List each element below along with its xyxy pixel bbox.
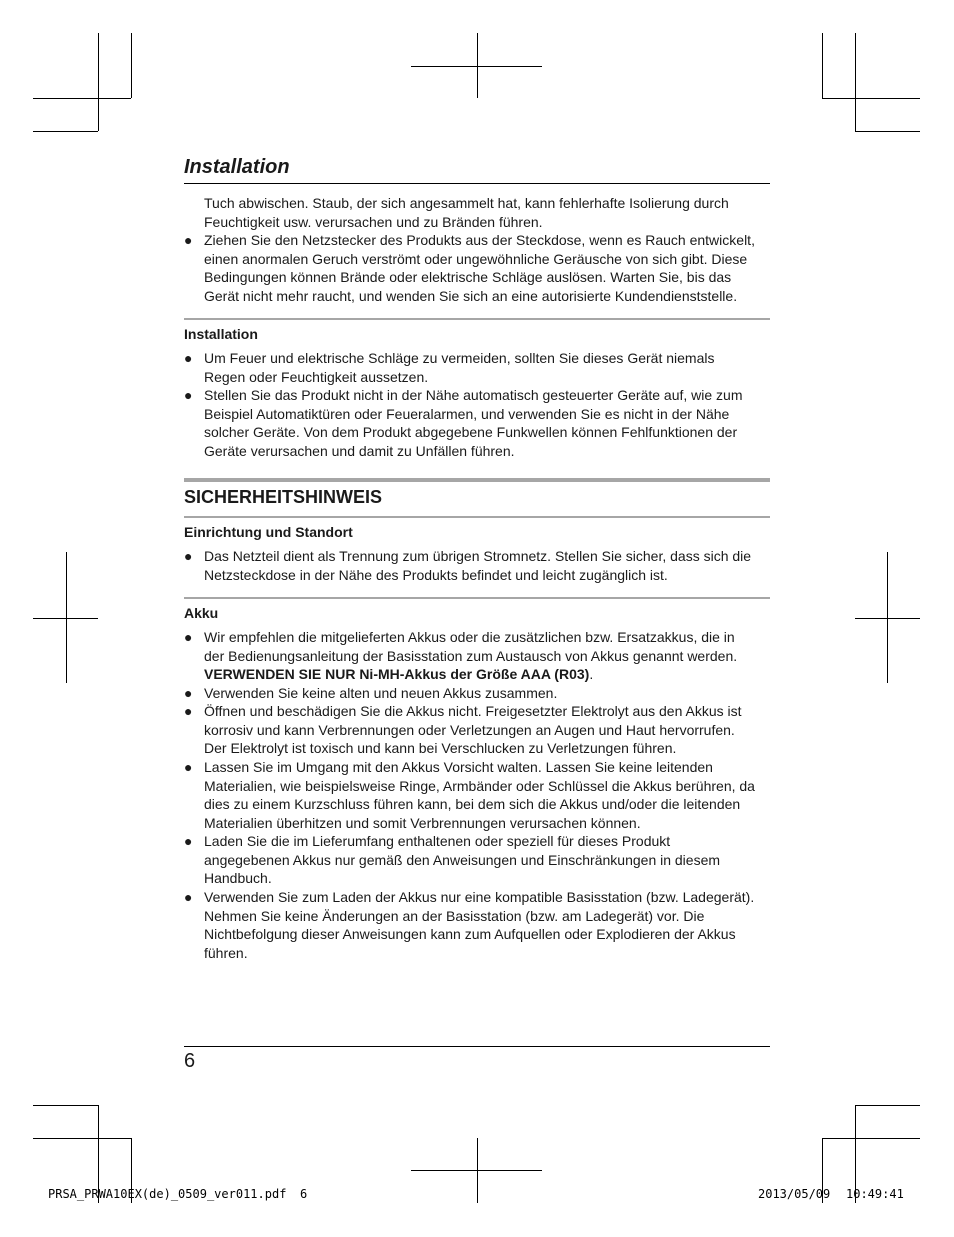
text-line: Regen oder Feuchtigkeit aussetzen.	[204, 368, 429, 385]
text-line: Verwenden Sie zum Laden der Akkus nur eine kompatible Basisstation (bzw. Ladegerät).	[204, 889, 755, 905]
bullet-icon: ●	[184, 387, 193, 403]
section-divider	[184, 597, 770, 599]
bullet-icon: ●	[184, 350, 193, 366]
text-line: Netzsteckdose in der Nähe des Produkts befindet und leicht zugänglich ist.	[204, 566, 668, 583]
bullet-icon: ●	[184, 759, 193, 775]
crop-mark	[33, 1138, 131, 1139]
punctuation: .	[589, 666, 594, 683]
crop-mark	[855, 618, 920, 619]
print-file-name: PRSA_PRWA10EX(de)_0509_ver011.pdf	[48, 1187, 287, 1201]
print-file-page: 6	[300, 1187, 308, 1201]
text-line: Stellen Sie das Produkt nicht in der Nähe automatisch gesteuerter Geräte auf, wie zum	[204, 387, 743, 403]
text-line: einen anormalen Geruch verströmt oder ungewöhnliche Geräusche von sich gibt. Diese	[204, 250, 748, 267]
bullet-icon: ●	[184, 629, 193, 645]
list-item	[184, 888, 770, 962]
page-number: 6	[184, 1050, 196, 1072]
text-line: Wir empfehlen die mitgelieferten Akkus oder die zusätzlichen bzw. Ersatzakkus, die in	[204, 629, 735, 645]
text-line: Geräte verursachen und damit zu Unfällen führen.	[204, 442, 515, 459]
text-line: Materialien überhitzen und somit Verbrennungen verursachen können.	[204, 814, 641, 831]
text-line: Laden Sie die im Lieferumfang enthaltenen oder speziell für dieses Produkt	[204, 833, 671, 849]
list-item	[184, 547, 770, 584]
setup-heading: Einrichtung und Standort	[184, 524, 353, 540]
bullet-icon: ●	[184, 685, 193, 701]
text-line: der Bedienungsanleitung der Basisstation zum Austausch von Akkus genannt werden.	[204, 647, 738, 664]
text-line: Um Feuer und elektrische Schläge zu vermeiden, sollten Sie dieses Gerät niemals	[204, 350, 715, 366]
crop-mark	[822, 33, 823, 98]
text-line: Ziehen Sie den Netzstecker des Produkts aus der Steckdose, wenn es Rauch entwickelt,	[204, 232, 755, 248]
crop-mark	[33, 1105, 98, 1106]
text-line: angegebenen Akkus nur gemäß den Anweisungen und Einschränkungen in diesem	[204, 851, 721, 868]
section-divider	[184, 516, 770, 518]
text-line: Beispiel Automatiktüren oder Feueralarmen, und verwenden Sie es nicht in der Nähe	[204, 405, 730, 422]
crop-mark	[822, 98, 920, 99]
text-line: Feuchtigkeit usw. verursachen und zu Bränden führen.	[204, 213, 543, 230]
bullet-icon: ●	[184, 833, 193, 849]
text-line: führen.	[204, 944, 248, 961]
list-item	[184, 684, 770, 703]
crop-mark	[855, 33, 856, 131]
bullet-icon: ●	[184, 703, 193, 719]
print-date: 2013/05/09	[758, 1187, 831, 1201]
list-item	[184, 386, 770, 460]
text-line: Handbuch.	[204, 870, 272, 887]
text-line: Tuch abwischen. Staub, der sich angesammelt hat, kann fehlerhafte Isolierung durch	[204, 195, 729, 211]
print-time: 10:49:41	[846, 1187, 904, 1201]
list-item	[184, 832, 770, 888]
text-line: Bedingungen können Brände oder elektrische Schläge auslösen. Warten Sie, bis das	[204, 269, 732, 286]
crop-mark	[855, 131, 920, 132]
list-item	[184, 702, 770, 758]
crop-mark	[477, 1138, 478, 1203]
text-line: solcher Geräte. Von dem Produkt abgegebene Funkwellen können Fehlfunktionen der	[204, 424, 738, 441]
intro-paragraph	[204, 194, 770, 231]
bullet-icon: ●	[184, 548, 193, 564]
section-title: SICHERHEITSHINWEIS	[184, 487, 383, 507]
text-line: Nichtbefolgung dieser Anweisungen kann zum Aufquellen oder Explodieren der Akkus	[204, 926, 736, 943]
crop-mark	[855, 1105, 920, 1106]
list-item	[184, 231, 770, 305]
list-item	[184, 628, 770, 684]
crop-mark	[822, 1138, 920, 1139]
crop-mark	[98, 33, 99, 131]
list-item	[184, 349, 770, 386]
section-divider	[184, 478, 770, 482]
text-line: Das Netzteil dient als Trennung zum übrigen Stromnetz. Stellen Sie sicher, dass sich die	[204, 548, 752, 564]
battery-warning: VERWENDEN SIE NUR Ni-MH-Akkus der Größe AAA (R03)	[204, 666, 590, 683]
text-line	[204, 665, 770, 684]
page-header	[184, 155, 770, 179]
crop-mark	[33, 618, 98, 619]
text-line: Gerät nicht mehr raucht, und wenden Sie sich an eine autorisierte Kundendienststelle.	[204, 287, 738, 304]
bullet-icon: ●	[184, 889, 193, 905]
installation-heading: Installation	[184, 326, 258, 342]
page-title: Installation	[184, 156, 290, 178]
text-line: Der Elektrolyt ist toxisch und kann bei Verschlucken zu Verletzungen führen.	[204, 740, 677, 757]
crop-mark	[411, 66, 542, 67]
crop-mark	[33, 131, 98, 132]
battery-heading: Akku	[184, 605, 219, 621]
text-line: Öffnen und beschädigen Sie die Akkus nicht. Freigesetzter Elektrolyt aus den Akkus ist	[204, 703, 742, 719]
crop-mark	[33, 98, 131, 99]
section-divider	[184, 318, 770, 320]
footer-rule	[184, 1046, 770, 1047]
crop-mark	[131, 33, 132, 98]
list-item	[184, 758, 770, 832]
text-line: dies zu einem Kurzschluss führen kann, bei dem sich die Akkus und/oder die leitenden	[204, 796, 741, 813]
text-line: Nehmen Sie keine Änderungen an der Basisstation (bzw. am Ladegerät) vor. Die	[204, 907, 705, 924]
text-line: Verwenden Sie keine alten und neuen Akkus zusammen.	[204, 685, 558, 701]
text-line: Materialien, wie beispielsweise Ringe, Armbänder oder Schlüssel die Akkus berühren, da	[204, 777, 755, 794]
bullet-icon: ●	[184, 232, 193, 248]
text-line: korrosiv und kann Verbrennungen oder Verletzungen an Augen und Haut hervorrufen.	[204, 721, 735, 738]
text-line: Lassen Sie im Umgang mit den Akkus Vorsicht walten. Lassen Sie keine leitenden	[204, 759, 713, 775]
header-rule	[184, 183, 770, 184]
